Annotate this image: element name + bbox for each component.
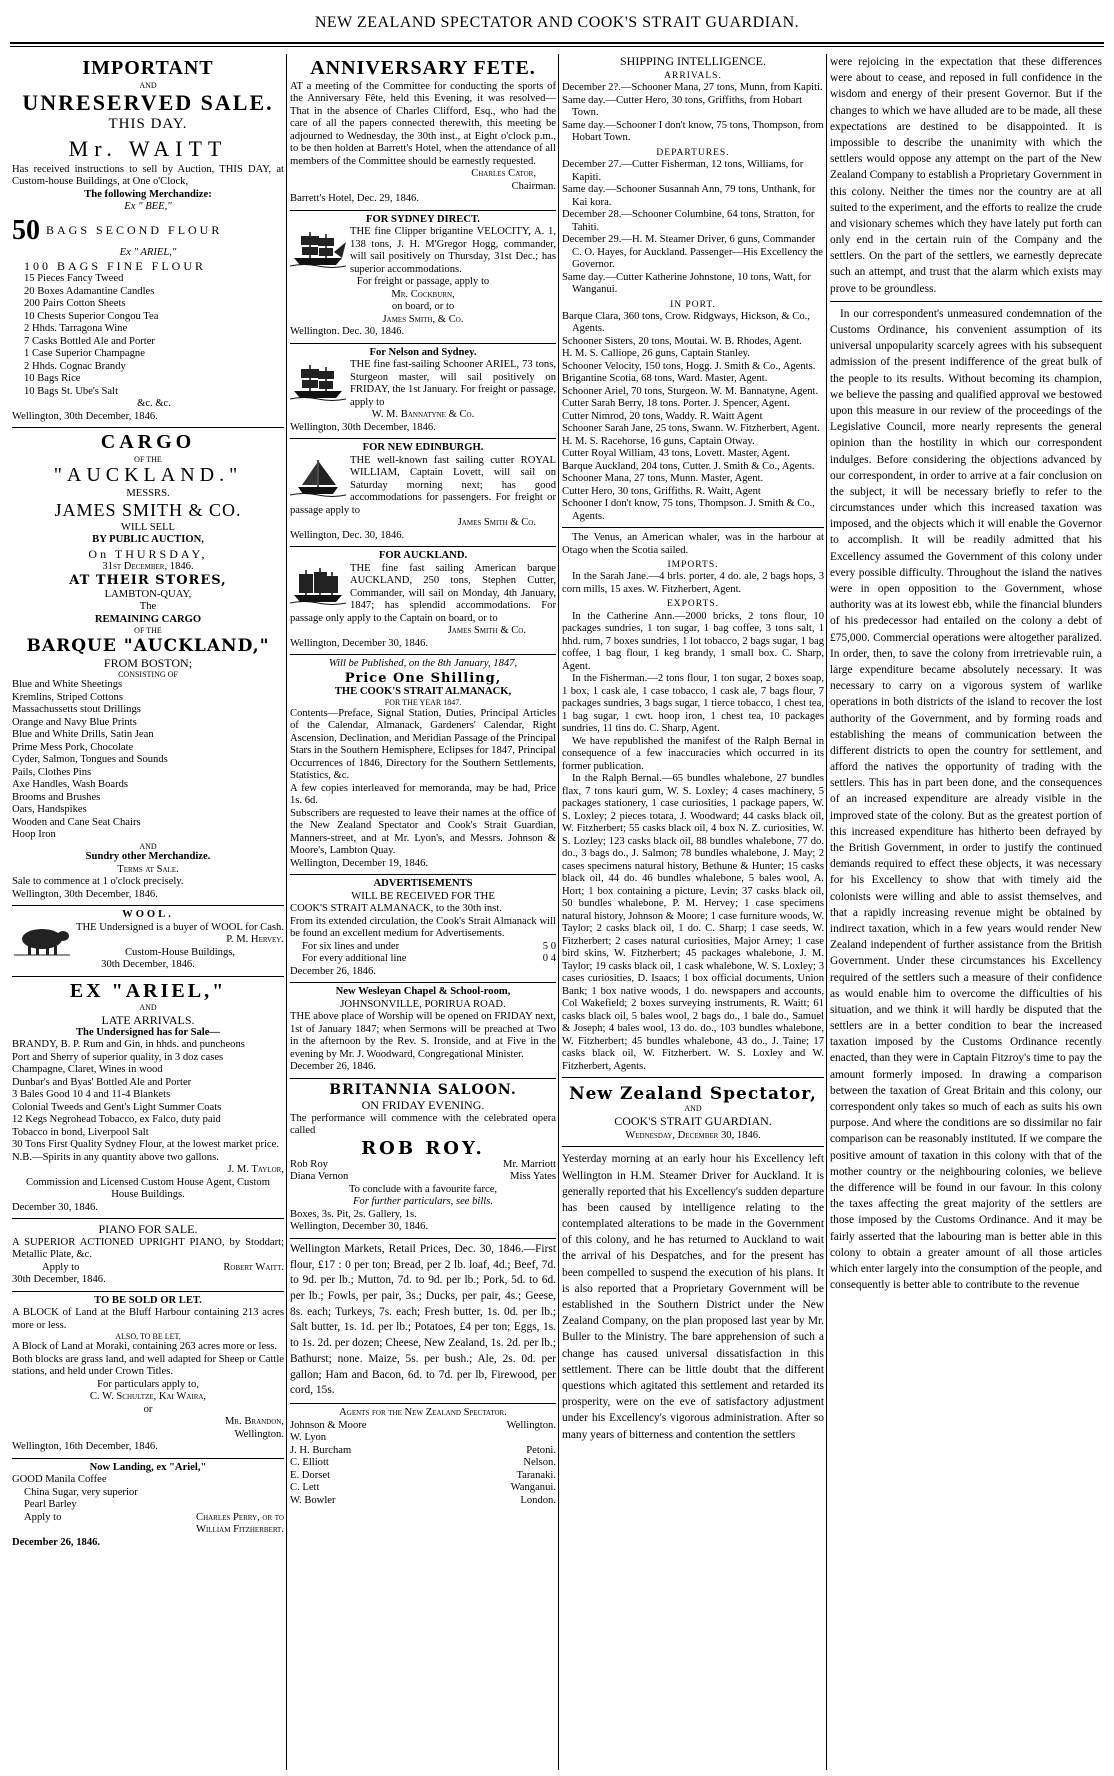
list-item: 20 Boxes Adamantine Candles [24, 285, 155, 297]
list-item: Kremlins, Striped Cottons [12, 691, 123, 703]
list-item: Colonial Tweeds and Gent's Light Summer Coats [12, 1101, 222, 1113]
signatory: C. W. Schultze, Kai Waira, [89, 1391, 207, 1403]
list-item: Tobacco in bond, Liverpool Salt [12, 1126, 149, 1138]
dateline: Wellington, December 30, 1846. [290, 1221, 429, 1233]
ad-sold-or-let [12, 1292, 284, 1459]
ad-body: A few copies interleaved for memoranda, may be had, Price 1s. 6d. [290, 782, 556, 807]
agent-row [290, 1482, 556, 1495]
ad-sydney-direct [290, 211, 556, 344]
ad-heading: For Nelson and Sydney. [369, 346, 477, 358]
dateline: 30th December, 1846. [12, 1274, 106, 1286]
flour-line [12, 214, 284, 247]
list-item: &c. &c. [137, 398, 171, 410]
ad-subhead: Sundry other Merchandize. [85, 851, 211, 863]
ad-body: Sale to commence at 1 o'clock precisely. [12, 876, 184, 888]
sale-date: 31st December, 1846. [102, 560, 194, 572]
ad-heading: CARGO [100, 431, 196, 454]
paper-subtitle: COOK'S STRAIT GUARDIAN. [614, 1113, 772, 1128]
column-1 [12, 54, 284, 1770]
list-item: BRANDY, B. P. Rum and Gin, in hhds. and puncheons [12, 1039, 245, 1051]
agent-name: J. H. Burcham [290, 1444, 352, 1456]
dateline: Barrett's Hotel, Dec. 29, 1846. [290, 193, 420, 205]
shipping-entry: Schooner Mana, 27 tons, Munn. Master, Agent. [562, 473, 764, 485]
shipping-entry: Schooner Ariel, 70 tons, Sturgeon. W. M. Bannatyne, Agent. [562, 385, 819, 397]
imports-entry: In the Sarah Jane.—4 brls. porter, 4 do. ale, 2 bags hops, 3 corn mills, 15 axes. W. Fitzherbert, Agent. [562, 571, 824, 595]
list-item: GOOD Manila Coffee [12, 1474, 107, 1486]
ad-almanack [290, 655, 556, 875]
ad-subhead: MESSRS. [126, 487, 170, 499]
ad-subhead: REMAINING CARGO [94, 613, 202, 625]
ship-name: Ex " ARIEL," [119, 246, 177, 258]
section-subheading: ARRIVALS. [664, 71, 722, 82]
ad-body: THE Undersigned is a buyer of WOOL for Cash. [76, 921, 284, 933]
list-item: 10 Bags Rice [24, 373, 81, 385]
paper-and: AND [684, 1104, 702, 1114]
newspaper-title: NEW ZEALAND SPECTATOR AND COOK'S STRAIT GUARDIAN. [314, 14, 800, 31]
ad-heading: ADVERTISEMENTS [373, 878, 473, 890]
shipping-entry: Schooner Velocity, 150 tons, Hogg. J. Smith & Co., Agents. [562, 360, 816, 372]
list-item: Port and Sherry of superior quality, in 3 doz cases [12, 1051, 224, 1063]
shipping-entry: H. M. S. Calliope, 26 guns, Captain Stanley. [562, 348, 750, 360]
rate-value: 0 4 [542, 953, 556, 965]
dateline: Wellington, 30th December, 1846. [12, 410, 158, 422]
auctioneer-name: Mr. WAITT [68, 135, 228, 161]
ad-body: Commission and Licensed Custom House Agent, Custom House Buildings. [26, 1176, 270, 1201]
agent-row [290, 1495, 556, 1508]
ad-heading: BARQUE "AUCKLAND," [26, 635, 270, 656]
ad-heading: UNRESERVED SALE. [22, 90, 274, 116]
ad-subhead: AND [139, 1003, 157, 1013]
agent-name: E. Dorset [290, 1469, 331, 1481]
list-item: 30 Tons First Quality Sydney Flour, at the lowest market price. [12, 1139, 279, 1151]
list-item: 12 Kegs Negrohead Tobacco, ex Falco, duty paid [12, 1114, 221, 1126]
ad-heading: WOOL. [122, 909, 174, 921]
ad-subhead: WILL BE RECEIVED FOR THE [351, 890, 495, 902]
ad-advertisements [290, 875, 556, 983]
agent-name: Johnson & Moore [290, 1419, 367, 1431]
shipping-entry: December 28.—Schooner Columbine, 64 tons, Stratton, for Tahiti. [562, 209, 815, 233]
issue-date: Wednesday, December 30, 1846. [625, 1129, 761, 1141]
agent-row [290, 1470, 556, 1483]
ad-cargo-auckland [12, 428, 284, 906]
signatory: William Fitzherbert. [195, 1524, 284, 1536]
list-item: Oars, Handspikes [12, 804, 87, 816]
agent-place: Petoni. [526, 1444, 556, 1456]
ad-subhead: AND [139, 841, 157, 851]
agent-row [290, 1432, 556, 1445]
ad-wesleyan-chapel [290, 983, 556, 1079]
shipping-entry: Same day.—Cutter Hero, 30 tons, Griffiths, from Hobart Town. [562, 94, 803, 119]
agent-place: Wanganui. [510, 1482, 556, 1494]
shipping-entry: Cutter Royal William, 43 tons, Lovett. Master, Agent. [562, 448, 790, 460]
ad-subhead: ON FRIDAY EVENING. [361, 1098, 485, 1113]
ad-heading: LATE ARRIVALS. [101, 1012, 195, 1027]
cast-row [290, 1159, 556, 1172]
signatory: James Smith & Co. [457, 517, 536, 529]
list-item: 2 Hhds. Tarragona Wine [24, 323, 128, 335]
apply-line [12, 1262, 284, 1275]
list-item: China Sugar, very superior [24, 1486, 138, 1498]
item-list [12, 1039, 284, 1164]
ad-body: THE well-known fast sailing cutter ROYAL WILLIAM, Captain Lovett, will sail on Saturday morning next; has good accommodations for passengers. For freight or passage apply to [290, 454, 556, 516]
list-item: 2 Hhds. Cognac Brandy [24, 360, 126, 372]
column-divider [558, 54, 559, 1770]
ad-subhead: OF THE [134, 454, 162, 464]
shipping-entry: Brigantine Scotia, 68 tons, Ward. Master, Agent. [562, 373, 768, 385]
ad-heading: FOR SYDNEY DIRECT. [366, 213, 480, 225]
ad-place: Custom-House Buildings, [124, 946, 236, 958]
ad-body: Has received instructions to sell by Auction, THIS DAY, at Custom-house Buildings, at One o'Clock, [12, 163, 284, 188]
masthead-rule [10, 42, 1104, 47]
ad-heading: PIANO FOR SALE. [98, 1222, 198, 1237]
apply-label: Apply to [42, 1261, 80, 1273]
shipping-entry: Barque Clara, 360 tons, Crow. Ridgways, Hickson, & Co., Agents. [562, 310, 810, 335]
ad-body: AT a meeting of the Committee for conducting the sports of the Anniversary Fête, held this Evening, it was resolved—That in the absence of Charles Clifford, Esq., who had the care of all the papers connected therewith, this meeting be adjourned to Wednesday, the 30th inst., at Eight o'clock p.m., to be then holden at Barrett's Hotel, when the attendance of all members of the Committee should be earnestly requested. [290, 80, 556, 167]
ad-heading: Now Landing, ex "Ariel," [89, 1461, 207, 1473]
ad-heading: TO BE SOLD OR LET. [94, 1294, 202, 1306]
ad-subhead: On THURSDAY, [88, 546, 208, 561]
ad-now-landing [12, 1459, 284, 1554]
list-item: Massachussetts stout Drillings [12, 704, 141, 716]
dateline: December 26, 1846. [290, 965, 376, 977]
shipping-note: The Venus, an American whaler, was in the harbour at Otago when the Scotia sailed. [562, 532, 824, 556]
ad-important-sale [12, 54, 284, 428]
agent-name: C. Lett [290, 1482, 320, 1494]
ad-body: For freight or passage, apply to [356, 276, 490, 288]
ad-subhead: The following Merchandize: [84, 188, 212, 200]
ad-new-edinburgh [290, 439, 556, 547]
ship-icon [290, 361, 346, 401]
ad-heading: IMPORTANT [82, 57, 214, 79]
ad-subhead: FOR THE YEAR 1847. [384, 698, 462, 708]
ad-body: COOK'S STRAIT ALMANACK, to the 30th inst. [290, 903, 502, 915]
ad-heading: New Wesleyan Chapel & School-room, [335, 986, 511, 998]
ad-subhead: CONSISTING OF [118, 669, 178, 679]
shipping-entry: Same day.—Schooner I don't know, 75 tons, Thompson, from Hobart Town. [562, 119, 824, 144]
list-item: Wooden and Cane Seat Chairs [12, 816, 141, 828]
shipping-entry: December 2?.—Schooner Mana, 27 tons, Munn, from Kapiti. [562, 82, 823, 94]
shipping-entry: Schooner Sisters, 20 tons, Moutai. W. B. Rhodes, Agent. [562, 335, 802, 347]
ad-heading: EX "ARIEL," [69, 979, 227, 1002]
shipping-entry: December 27.—Cutter Fisherman, 12 tons, Williams, for Kapiti. [562, 159, 804, 183]
ad-heading: "AUCKLAND." [53, 464, 243, 487]
agents-list [290, 1404, 556, 1511]
column-divider [826, 54, 827, 1770]
opera-title: ROB ROY. [361, 1137, 485, 1159]
item-list [12, 679, 284, 842]
dateline: December 26, 1846. [290, 1061, 376, 1073]
quantity: 50 [12, 214, 40, 246]
agent-place: Wellington. [506, 1419, 556, 1431]
shipping-entry: Same day.—Schooner Susannah Ann, 79 tons, Unthank, for Kai kora. [562, 184, 816, 208]
ad-body: To conclude with a favourite farce, [348, 1183, 498, 1195]
signatory: Mr. Cockburn, [391, 288, 455, 300]
list-item: 100 BAGS FINE FLOUR [24, 259, 207, 274]
apply-label: Apply to [24, 1511, 62, 1523]
agent-row [290, 1445, 556, 1458]
ad-body: or [143, 1403, 153, 1415]
sale-place: LAMBTON-QUAY, [104, 588, 192, 600]
shipping-entry: Cutter Sarah Berry, 18 tons. Porter. J. Spencer, Agent. [562, 398, 790, 410]
ad-subhead: OF THE [134, 626, 162, 636]
ad-heading: FOR NEW EDINBURGH. [362, 442, 484, 454]
market-prices [290, 1239, 556, 1404]
list-item: Axe Handles, Wash Boards [12, 779, 129, 791]
list-item: Pails, Clothes Pins [12, 766, 92, 778]
agents-heading: Agents for the New Zealand Spectator. [339, 1407, 507, 1419]
ad-subhead: FROM BOSTON; [103, 655, 193, 670]
shipping-entry: Same day.—Cutter Katherine Johnstone, 10 tons, Watt, for Wanganui. [562, 271, 811, 296]
ad-body: THE fine fast sailing American barque AUCKLAND, 250 tons, Stephen Cutter, Commander, will sail on Monday, 4th January, 1847; has splendid accommodations. For passage only apply to the Captain on board, or to [290, 562, 556, 624]
agent-name: C. Elliott [290, 1457, 329, 1469]
ad-subhead: WILL SELL [120, 521, 176, 533]
apply-line [12, 1512, 284, 1525]
rate-row [290, 953, 556, 966]
dateline: Wellington, 16th December, 1846. [12, 1441, 158, 1453]
ship-icon [290, 565, 346, 605]
ad-subhead: JOHNSONVILLE, PORIRUA ROAD. [340, 998, 506, 1010]
ad-subhead: The Undersigned has for Sale— [75, 1026, 220, 1038]
list-item: 10 Bags St. Ube's Salt [24, 385, 119, 397]
exports-entry: In the Fisherman.—2 tons flour, 1 ton sugar, 2 boxes soap, 1 box, 1 cask ale, 1 case tobacco, 1 cask ale, 7 bags flour, 7 packages sundries, 3 bags sugar, 1 tierce tobacco, 1 chest tea, 1 bag sugar, 1 cwt. hoop iron, 1 chest tea, 10 packages sundries, 11 tins do. C. Sharp, Agent. [562, 673, 824, 735]
ad-heading: FOR AUCKLAND. [378, 550, 468, 562]
exports-entry: We have republished the manifest of the Ralph Bernal in consequence of a few inaccuracies which occurred in its former publication. [562, 735, 824, 772]
signatory-role: Chairman. [511, 180, 556, 192]
ad-body: Subscribers are requested to leave their names at the office of the New Zealand Spectator and Cook's Strait Guardian, Manners-street, and at Mr. Lyon's, and Messrs. Johnson & Moore's, Lambton Quay. [290, 807, 556, 857]
rate-label: For six lines and under [302, 940, 400, 952]
signatory: Mr. Brandon, [224, 1416, 284, 1428]
signatory: Robert Waitt. [223, 1261, 284, 1273]
column-divider [286, 54, 287, 1770]
ad-heading: ANNIVERSARY FETE. [310, 57, 536, 79]
ad-body: A SUPERIOR ACTIONED UPRIGHT PIANO, by Stoddart; Metallic Plate, &c. [12, 1236, 284, 1261]
section-subheading: DEPARTURES. [656, 147, 730, 158]
terms: Terms at Sale. [117, 863, 179, 875]
ad-ex-ariel [12, 977, 284, 1220]
rate-label: For every additional line [302, 953, 407, 965]
signatory: W. M. Bannatyne & Co. [371, 409, 475, 421]
dateline: December 26, 1846. [12, 1536, 101, 1548]
dateline: Wellington, December 30, 1846. [290, 637, 429, 649]
list-item: 1 Case Superior Champagne [24, 348, 145, 360]
list-item: Brooms and Brushes [12, 791, 101, 803]
dateline: Wellington, Dec. 30, 1846. [290, 529, 405, 541]
ad-britannia-saloon [290, 1079, 556, 1239]
section-heading: SHIPPING INTELLIGENCE. [620, 54, 766, 68]
list-item: Pearl Barley [24, 1499, 77, 1511]
shipping-entry: Barque Auckland, 204 tons, Cutter. J. Smith & Co., Agents. [562, 460, 815, 472]
agent-name: W. Lyon [290, 1432, 327, 1444]
agent-place: London. [520, 1494, 556, 1506]
item-list [12, 259, 284, 411]
agent-place: Taranaki. [516, 1469, 556, 1481]
signatory: Charles Perry, or to [196, 1511, 284, 1523]
list-item: 15 Pieces Fancy Tweed [24, 273, 124, 285]
ad-nelson-sydney [290, 344, 556, 440]
cast-role: Diana Vernon [290, 1171, 349, 1183]
cast-actor: Miss Yates [510, 1171, 556, 1183]
list-item: Cyder, Salmon, Tongues and Sounds [12, 754, 168, 766]
exports-entry: In the Ralph Bernal.—65 bundles whalebone, 27 bundles flax, 7 tons kauri gum, W. S. Loxley; 4 cases machinery, 5 packages stationery, 1 case curiosities, 1 package papers, W. S. Loxley; 2 pieces totara, J. Woodward; 44 casks black oil, W. Fitzherbert; 55 casks black oil, 4 box N. Z. curiosities, W. S. Lozley; 123 casks black oil, 88 bundles whalebone, 77 do. do., 3 bags do., J. Salmon; 78 bundles whalebone, J. May; 2 cases specimens natural history, Bethune & Hunter; 15 casks black oil, 44 do. 46 bundles whalebone, 5 bales wool, A. Hort; 1 box containing a picture, Levin; 37 casks black oil, 50 bundles whalebone, P. M. Hervey; 1 case specimens natural history, Johnson & Moore; 1 case furniture woods, W. Taylor; 2 casks black oil, 1 do. C. Sharp; 1 case seeds, W. Fitzherbert; 2 cases natural curiosities, Major Arney; 1 case bird skins, W. Fitzherbert; 45 packages whalebone, J. M. Taylor; 19 casks black oil, 1 cask whalebone, W. S. Loxley; 3 cases curiosities, D. Isaacs; 1 box official documents, Union Bank; 1 box native woods, 1 do. newspapers and accounts, Col Wakefield; 2 boxes surveying instruments, R. Waitt; 61 casks black oil, 5 bales wool, 2 bags do., 1 bale do., Samuel & Joseph; 4 bales wool, 13 do. do., 103 bundles whalebone, W. Fitzherbert; 45 bundles whalebone, 43 do., J. Taine; 17 casks black oil, W. Fitzherbert. W. S. Loxley and W. Fitzherbert, Agents. [562, 773, 824, 1072]
rate-row [290, 941, 556, 954]
shipping-entry: Schooner I don't know, 75 tons, Thompson. J. Smith & Co., Agents. [562, 498, 815, 522]
signatory: J. M. Taylor, [227, 1164, 284, 1176]
ad-subhead: Will be Published, on the 8th January, 1847, [328, 658, 518, 670]
ad-subhead: AT THEIR STORES, [69, 573, 227, 589]
item-text: BAGS SECOND FLOUR [46, 223, 223, 238]
signatory: James Smith, & Co. [382, 313, 464, 325]
ad-place: Wellington. [234, 1428, 284, 1440]
dateline: Wellington, 30th December, 1846. [290, 421, 436, 433]
dateline: Wellington, 30th December, 1846. [12, 888, 158, 900]
column-3 [562, 54, 824, 1770]
editorial-text: In our correspondent's unmeasured condemnation of the Customs Ordinance, his convenient assumption of its universal unpopularity scarcely agrees with his subsequent admission of the present indifference of the great bulk of the people to its results. Without becoming its champion, we believe the passing and qualified approval we bestowed upon this measure in our review of the proceedings of the Legislative Council, more nearly represents the general opinion than the hostility in which our correspondent indulges. Before considering the objections advanced by our correspondent, in order to arrive at a fair conclusion on the subject, it will be necessary briefly to refer to the circumstances under which this increased taxation was imposed, and the objects which it will enable the Governor to accomplish. It will be readily admitted that his Excellency assumed the Government of this colony under every possible difficulty. Throughout the island the natives were in open opposition to the Government, whose authority was at its lowest ebb, while the financial blunders of his predecessor had entailed on the colony a debt of £75,000. Commercial operations were altogether paralized. In order, then, to save the colony from irretrievable ruin, a large expenditure became absolutely necessary. It was necessary to carry on a vigorous system of warlike operations in both districts of the island to recover the lost authority of the Government, and by forming roads and establishing the means of communication between the different districts to open the country for settlement, and afford the natives the opportunity of trading with the settlers. This has in part been done, and the consequences of an increased expenditure are already visible in the improved state of the colony. But as the greatest portion of this increased expenditure has hitherto been defrayed by the British Government, in order to justify the continued demands required to effect these objects, it was necessary for his Excellency to show that with timely aid the colonists were willing and able to assist themselves, and that a rapidly increasing revenue might be obtained by indirect taxation, which in a few years would render New Zealand independent of further assistance from the British Government. Under these circumstances his Excellency required of the settlers such a measure of their confidence as would enable him to overcome the difficulties of his situation, and we think it will hardly be disputed that the settlers are in a better condition to bear the increased taxation imposed by the Customs Ordinance recently enacted, than they were in Captain Fitzroy's time to pay the amount formerly imposed. In drawing a comparison between the taxation of Great Britain and this colony, our correspondent only takes so much of each as suits his own purpose. And where the conditions are so dissimilar no fair comparison can be reasonably instituted. If we compare the positive amount of taxation in this colony with that of the mother country or the neighbouring colonies, we believe the difference will be found in our favour. In this colony the taxes affecting the great majority of the settlers are those imposed by the Customs Ordinance. And it may be fairly asserted that the labouring man is better able in this colony to obtain a greater amount of all those articles which enter largely into the consumption of the people, and consequently is better able to contribute to the revenue [830, 307, 1102, 1292]
ad-body: A BLOCK of Land at the Bluff Harbour containing 213 acres more or less. [12, 1307, 284, 1331]
sheep-icon [12, 924, 72, 956]
shipping-entry: Cutter Nimrod, 20 tons, Waddy. R. Waitt Agent [562, 410, 763, 422]
ad-heading: BRITANNIA SALOON. [329, 1081, 517, 1098]
dateline: Wellington, December 19, 1846. [290, 857, 429, 869]
exports-entry: In the Catherine Ann.—2000 bricks, 2 tons flour, 10 packages sundries, 1 ton sugar, 1 bag coffee, 3 tons salt, 1 hhd. rum, 7 boxes sundries, 1 lot tobacco, 2 bags sugar, 1 bag coffee, 1 bag flour, 1 keg brandy, 1 small box. C. Sharp, Agent. [562, 610, 824, 672]
ad-anniversary-fete [290, 54, 556, 211]
prices: Boxes, 3s. Pit, 2s. Gallery, 1s. [290, 1208, 417, 1220]
ad-body: THE above place of Worship will be opened on FRIDAY next, 1st of January 1847; when Sermons will be preached at Two in the afternoon by the Rev. S. Ironside, and at Five in the evening by Mr. J. Woodward, Congregational Minister. [290, 1011, 556, 1060]
ad-body: For further particulars, see bills. [352, 1196, 494, 1208]
agent-row [290, 1420, 556, 1433]
section-subheading: EXPORTS. [666, 599, 720, 610]
list-item: Blue and White Sheetings [12, 679, 123, 691]
agent-row [290, 1457, 556, 1470]
signatory: James Smith & Co. [447, 625, 526, 637]
list-item: Blue and White Drills, Satin Jean [12, 729, 154, 741]
list-item: Orange and Navy Blue Prints [12, 716, 137, 728]
ad-body: THE fine Clipper brigantine VELOCITY, A. 1, 138 tons, J. H. M'Gregor Hogg, commander, will sail positively on Thursday, 31st Dec.; has superior accommodations. [350, 226, 556, 275]
shipping-entry: H. M. S. Racehorse, 16 guns, Captain Otway. [562, 435, 755, 447]
ship-icon [290, 457, 346, 497]
list-item: N.B.—Spirits in any quantity above two gallons. [12, 1151, 219, 1163]
column-4 [830, 54, 1102, 1770]
ship-icon [290, 228, 346, 268]
ad-subhead: AND [139, 80, 157, 90]
ad-body: Contents—Preface, Signal Station, Duties, Principal Articles of the Calendar, Almanack, Gardeners' Calendar, Right Ascension, Declination, and Meridian Passage of the Principal Stars in the Southern Hemisphere, Eclipses for 1847, Principal Occurrences of 1846, Directory for the Southern Settlements, Statistics, &c. [290, 707, 556, 782]
ad-body: on board, or to [391, 301, 455, 313]
ad-body: THE fine fast-sailing Schooner ARIEL, 73 tons, Sturgeon master, will sail positively on FRIDAY, the 1st January. For freight or passage, apply to [350, 359, 556, 408]
agent-place: Nelson. [523, 1457, 556, 1469]
ad-heading: THIS DAY. [108, 115, 188, 132]
ship-name: Ex " BEE," [124, 201, 172, 213]
list-item: 10 Chests Superior Congou Tea [24, 310, 159, 322]
dateline: December 30, 1846. [12, 1201, 98, 1213]
ad-piano [12, 1219, 284, 1291]
column-2 [290, 54, 556, 1770]
ad-body: For particulars apply to, [97, 1378, 199, 1390]
shipping-entry: December 29.—H. M. Steamer Driver, 6 guns, Commander C. O. Hayes, for Auckland. Passenger—His Excellency the Governor. [562, 234, 823, 271]
ad-subhead: BY PUBLIC AUCTION, [92, 534, 204, 546]
list-item: Prime Mess Pork, Chocolate [12, 741, 134, 753]
list-item: 200 Pairs Cotton Sheets [24, 298, 126, 310]
list-item: 7 Casks Bottled Ale and Porter [24, 335, 155, 347]
rate-value: 5 0 [542, 940, 556, 952]
agent-name: W. Bowler [290, 1494, 336, 1506]
market-prices-text: Wellington Markets, Retail Prices, Dec. 30, 1846.—First flour, £17 : 0 per ton; Bread, per 2 lb. loaf, 4d.; Beef, 7d. to 9d. per lb.; Mutton, 7d. to 9d. per lb.; Pork, 5d. to 6d. per lb.; Fowls, per pair, 3s.; Ducks, per pair, 4s.; Geese, 8s. each; Turkeys, 7s. each; Fresh butter, 1s. 0d. per lb.; Salt butter, 1s. 1d. per lb.; Potatoes, £4 per ton; Eggs, 1s. to 1s. 2d. per dozen; Cheese, New Zealand, 1s. 2d. per lb.; Bathurst; none. Maize, 5s. per bush.; Ale, 2s. 0d. per gallon; Ham and Bacon, 6d. to 7d. per lb, Firewood, per cord, 15s. [290, 1242, 556, 1397]
cast-actor: Mr. Marriott [503, 1158, 556, 1170]
section-subheading: IMPORTS. [667, 560, 719, 571]
dateline: 30th December, 1846. [101, 959, 195, 971]
list-item: Champagne, Claret, Wines in wood [12, 1064, 163, 1076]
firm-name: JAMES SMITH & CO. [54, 500, 242, 521]
signatory: P. M. Hervey. [226, 934, 284, 946]
ad-subhead: Price One Shilling, [344, 670, 502, 686]
ad-subhead: ALSO, TO BE LET, [115, 1332, 181, 1342]
ad-body: Both blocks are grass land, and well adapted for Sheep or Cattle stations, and held under Crown Titles. [12, 1353, 284, 1378]
ad-body: A Block of Land at Moraki, containing 263 acres more or less. [12, 1341, 278, 1353]
cast-row [290, 1171, 556, 1184]
cast-role: Rob Roy [290, 1158, 328, 1170]
dateline: Wellington. Dec. 30, 1846. [290, 326, 405, 338]
ad-body: The performance will commence with the celebrated opera called [290, 1112, 556, 1137]
paper-nameplate: New Zealand Spectator, [569, 1084, 817, 1105]
ad-for-auckland [290, 547, 556, 655]
list-item: Dunbar's and Byas' Bottled Ale and Porter [12, 1076, 192, 1088]
list-item: Hoop Iron [12, 829, 56, 841]
editorial-text: Yesterday morning at an early hour his Excellency left Wellington in H.M. Steamer Driver for Auckland. It is generally reported that his Excellency's sudden departure has been caused by intelligence relating to the contemplated alterations to be made in the Government of this colony, and he has returned to Auckland to wait the arrival of his Despatches, and for the present has been compelled to suspend the execution of his plans. It is also reported that a Proprietary Government will be established in the Southern District under the New Zealand Company, on the plan proposed last year by Mr. Buller to the Ministry. The bare apprehension of such a change has caused universal dissatisfaction in this settlement. There can be little doubt that the different questions which agitated this settlement and retarded its prosperity, were on the eve of satisfactory adjustment under his Excellency's vigorous administration. After so many years of bitterness and contention the settlers [562, 1153, 824, 1441]
shipping-entry: Cutter Hero, 30 tons, Griffiths. R. Waitt, Agent [562, 485, 761, 497]
shipping-entry: Schooner Sarah Jane, 25 tons, Swann. W. Fitzherbert, Agent. [562, 423, 820, 435]
editorial-text: were rejoicing in the expectation that these differences were about to cease, and reposed in full confidence in the wisdom and energy of their present Governor. But if the changes to which we have alluded are to be made, all these expectations are destined to be disappointed. It is impossible to describe the unanimity with which the settlers would oppose any attempt on the part of the New Zealand Company to establish a Proprietary Government in this colony. Neither the times nor the country are at all suited to the experiment, and the efforts to realize the crude and visionary schemes which they have lately put forth can only end in the certain ruin of the Company and the settlers. On the part of the settlers, we earnestly deprecate such an attempt, and trust that the alarm which exists may prove to be groundless. [830, 56, 1102, 295]
ad-heading: THE COOK'S STRAIT ALMANACK, [334, 685, 512, 697]
list-item: 3 Bales Good 10 4 and 11-4 Blankets [12, 1089, 171, 1101]
ad-subhead: The [139, 601, 157, 613]
ad-body: From its extended circulation, the Cook's Strait Almanack will be found an excellent medium for Advertisements. [290, 915, 556, 940]
ad-wool [12, 906, 284, 977]
signatory: Charles Cator, [471, 168, 536, 180]
section-subheading: IN PORT. [670, 299, 716, 310]
